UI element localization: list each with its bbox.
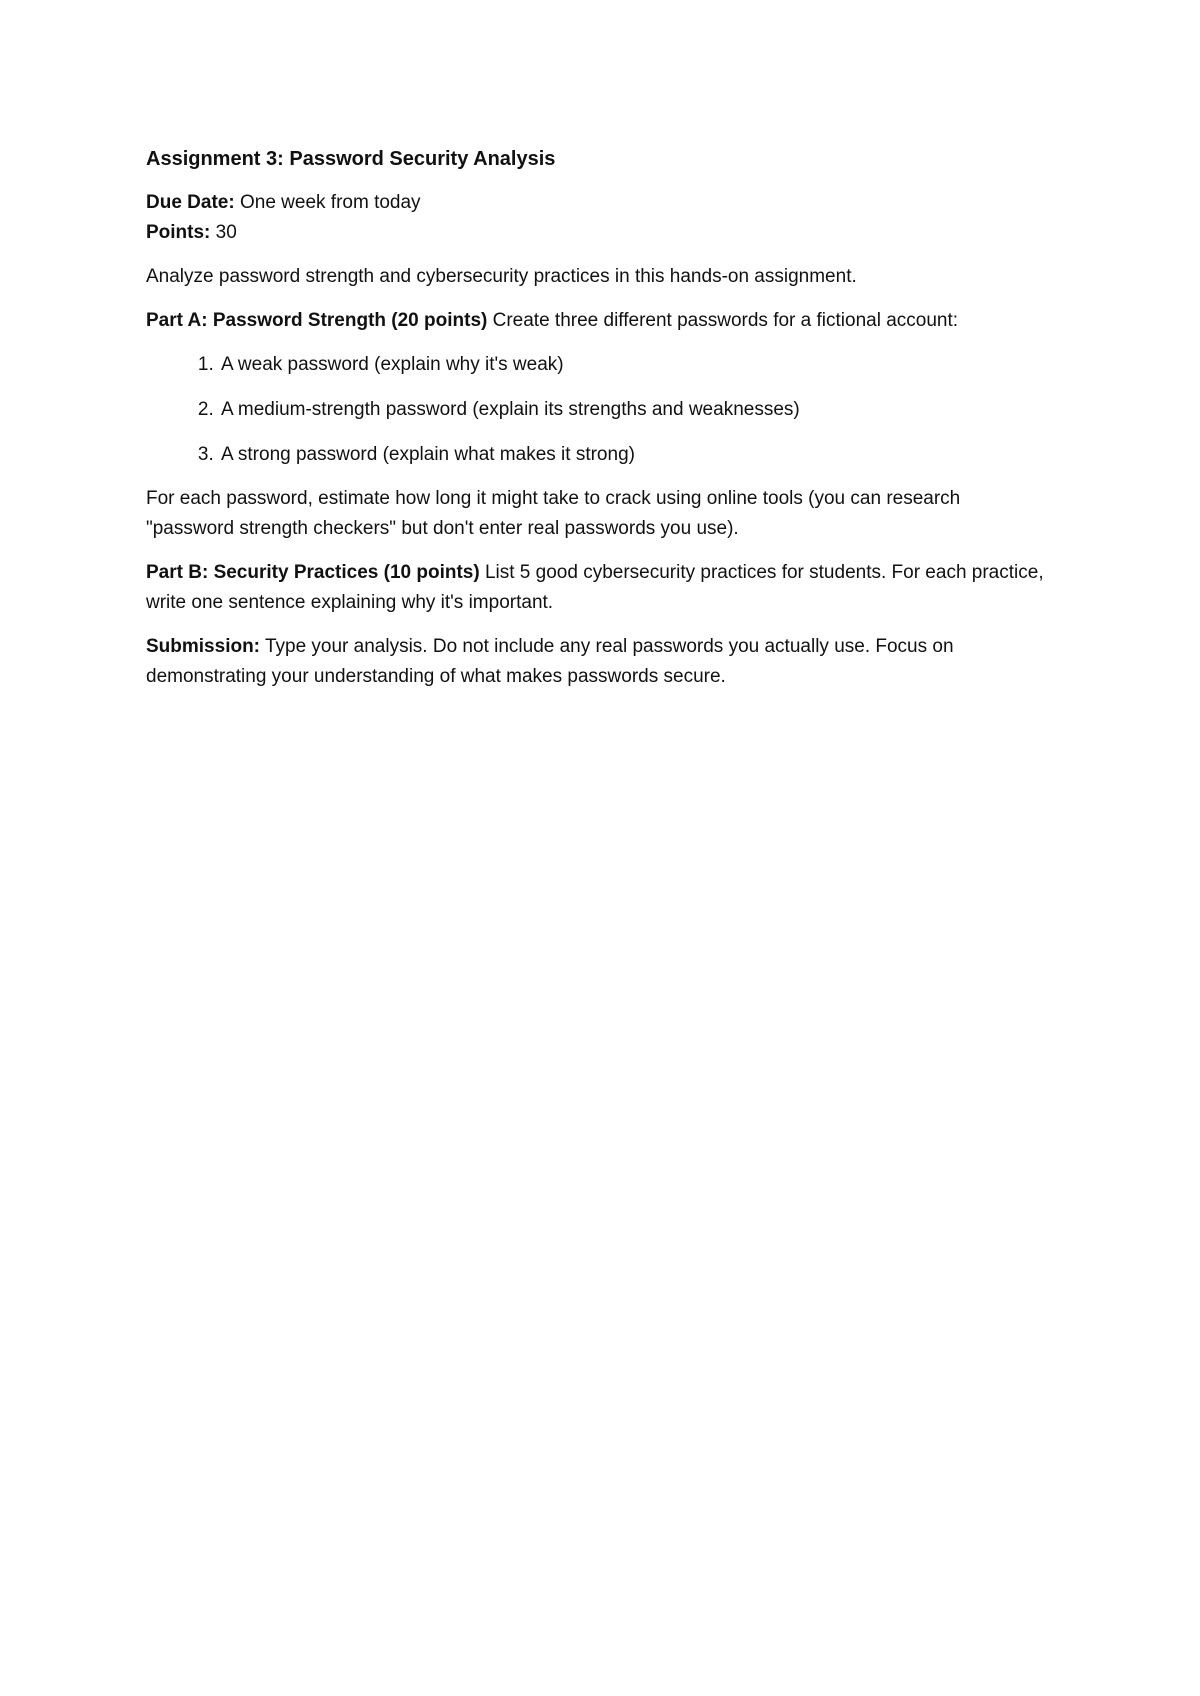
intro-paragraph: Analyze password strength and cybersecurity practices in this hands-on assignment. xyxy=(146,266,857,287)
list-item: 1. A weak password (explain why it's weak) xyxy=(219,350,1046,380)
due-date-label: Due Date: xyxy=(146,192,235,213)
list-item: 3. A strong password (explain what makes it strong) xyxy=(219,440,1046,470)
assignment-meta xyxy=(146,188,1046,248)
points-line xyxy=(146,218,1046,248)
list-item: 2. A medium-strength password (explain its strengths and weaknesses) xyxy=(219,395,1046,425)
password-list xyxy=(146,350,1046,470)
document-content xyxy=(146,144,1046,706)
part-b-paragraph xyxy=(146,558,1046,618)
part-a-followup: For each password, estimate how long it might take to crack using online tools (you can research "password strength checkers" but don't enter real passwords you use). xyxy=(146,488,961,539)
submission-text: Type your analysis. Do not include any real passwords you actually use. Focus on demonstrating your understanding of what makes passwords secure. xyxy=(146,636,954,687)
assignment-title: Assignment 3: Password Security Analysis xyxy=(146,148,556,170)
submission-label: Submission: xyxy=(146,636,261,657)
part-a-heading: Part A: Password Strength (20 points) xyxy=(146,310,488,331)
part-a-paragraph xyxy=(146,306,1046,336)
due-date-value: One week from today xyxy=(239,192,421,213)
points-value: 30 xyxy=(215,222,237,243)
submission-paragraph xyxy=(146,632,1046,692)
part-b-heading: Part B: Security Practices (10 points) xyxy=(146,562,480,583)
points-label: Points: xyxy=(146,222,211,243)
part-b-text: List 5 good cybersecurity practices for students. For each practice, write one sentence explaining why it's important. xyxy=(146,562,1044,613)
due-date-line xyxy=(146,188,1046,218)
part-a-text: Create three different passwords for a fictional account: xyxy=(492,310,959,331)
